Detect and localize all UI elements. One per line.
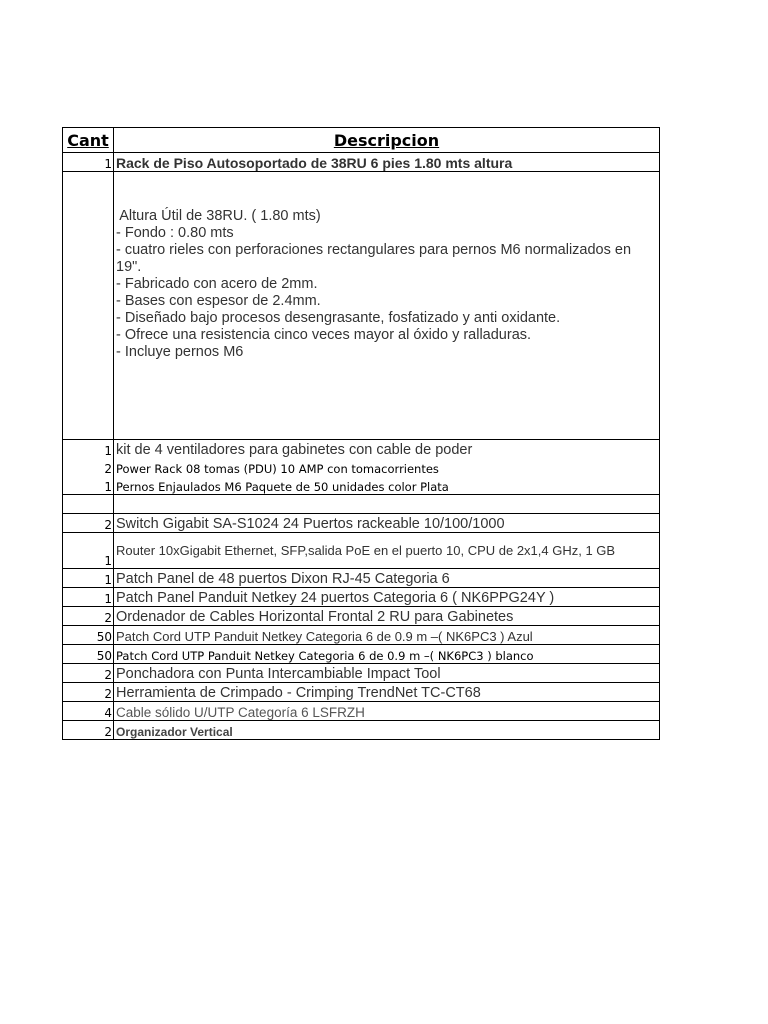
- qty-cell: 2: [63, 683, 114, 702]
- desc-cell: Switch Gigabit SA-S1024 24 Puertos rackeable 10/100/1000: [114, 514, 660, 533]
- desc-cell: [114, 495, 660, 514]
- desc-cell: Cable sólido U/UTP Categoría 6 LSFRZH: [114, 702, 660, 721]
- desc-line: - Incluye pernos M6: [116, 344, 244, 360]
- table-row: [63, 683, 660, 702]
- qty-cell: [63, 495, 114, 514]
- table-row: [63, 645, 660, 664]
- qty-cell: 1: [63, 476, 114, 495]
- desc-line: - Fondo : 0.80 mts: [116, 225, 234, 241]
- qty-cell: [63, 172, 114, 440]
- table-row: [63, 533, 660, 569]
- header-row: [63, 128, 660, 153]
- qty-cell: 2: [63, 664, 114, 683]
- desc-line: Altura Útil de 38RU. ( 1.80 mts): [116, 208, 321, 224]
- desc-cell: Rack de Piso Autosoportado de 38RU 6 pies 1.80 mts altura: [114, 153, 660, 172]
- desc-line: - Bases con espesor de 2.4mm.: [116, 293, 321, 309]
- qty-cell: 2: [63, 458, 114, 476]
- qty-cell: 50: [63, 645, 114, 664]
- qty-cell: 1: [63, 588, 114, 607]
- table-row: [63, 569, 660, 588]
- desc-line: - Ofrece una resistencia cinco veces mayor al óxido y ralladuras.: [116, 327, 532, 343]
- qty-cell: 4: [63, 702, 114, 721]
- header-description: Descripcion: [114, 128, 660, 153]
- table-row: [63, 588, 660, 607]
- qty-cell: 1: [63, 153, 114, 172]
- qty-cell: 50: [63, 626, 114, 645]
- table-row: [63, 702, 660, 721]
- desc-cell: Patch Cord UTP Panduit Netkey Categoria 6 de 0.9 m –( NK6PC3 ) Azul: [114, 626, 660, 645]
- desc-line: - Fabricado con acero de 2mm.: [116, 276, 318, 292]
- table-row: [63, 626, 660, 645]
- table-row: [63, 607, 660, 626]
- qty-cell: 1: [63, 533, 114, 569]
- desc-cell: Herramienta de Crimpado - Crimping TrendNet TC-CT68: [114, 683, 660, 702]
- desc-cell: Patch Panel Panduit Netkey 24 puertos Categoria 6 ( NK6PPG24Y ): [114, 588, 660, 607]
- desc-cell-multiline: [114, 172, 660, 440]
- qty-cell: 2: [63, 514, 114, 533]
- desc-cell: Pernos Enjaulados M6 Paquete de 50 unidades color Plata: [114, 476, 660, 495]
- desc-cell: Power Rack 08 tomas (PDU) 10 AMP con tomacorrientes: [114, 458, 660, 476]
- table-row: [63, 172, 660, 440]
- desc-cell: Patch Panel de 48 puertos Dixon RJ-45 Categoria 6: [114, 569, 660, 588]
- desc-cell: Ponchadora con Punta Intercambiable Impact Tool: [114, 664, 660, 683]
- desc-cell: Ordenador de Cables Horizontal Frontal 2 RU para Gabinetes: [114, 607, 660, 626]
- qty-cell: 1: [63, 569, 114, 588]
- desc-line: - Diseñado bajo procesos desengrasante, fosfatizado y anti oxidante.: [116, 310, 561, 326]
- qty-cell: 2: [63, 721, 114, 740]
- desc-cell: Organizador Vertical: [114, 721, 660, 740]
- header-qty: Cant: [63, 128, 114, 153]
- qty-cell: 2: [63, 607, 114, 626]
- quote-table: [62, 127, 660, 740]
- table-row: [63, 664, 660, 683]
- qty-cell: 1: [63, 440, 114, 459]
- table-row: [63, 153, 660, 172]
- table-row: [63, 440, 660, 459]
- table-row: [63, 476, 660, 495]
- table-row: [63, 721, 660, 740]
- desc-cell: Router 10xGigabit Ethernet, SFP,salida PoE en el puerto 10, CPU de 2x1,4 GHz, 1 GB: [114, 533, 660, 569]
- table-row: [63, 514, 660, 533]
- desc-cell: kit de 4 ventiladores para gabinetes con cable de poder: [114, 440, 660, 459]
- desc-line: - cuatro rieles con perforaciones rectangulares para pernos M6 normalizados en 19".: [116, 242, 632, 275]
- desc-cell: Patch Cord UTP Panduit Netkey Categoria 6 de 0.9 m –( NK6PC3 ) blanco: [114, 645, 660, 664]
- table-row: [63, 495, 660, 514]
- table-row: [63, 458, 660, 476]
